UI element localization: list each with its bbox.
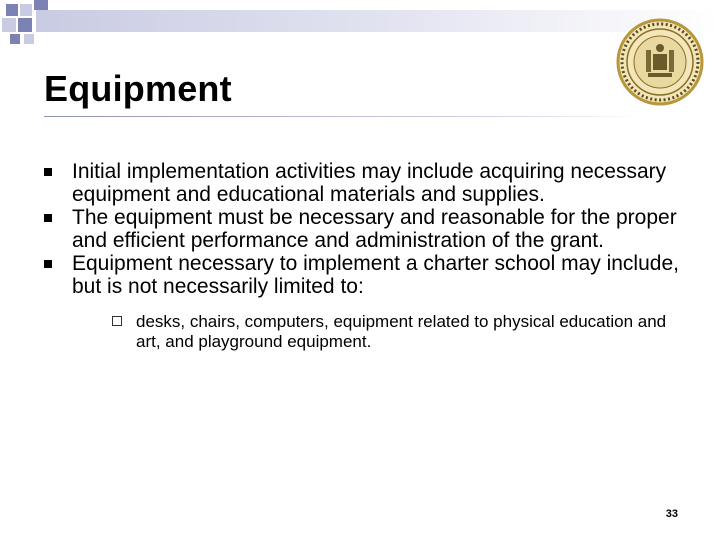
decor-square [6, 4, 18, 16]
bullet-text: The equipment must be necessary and reasonable for the proper and efficient performance and administration of the grant. [72, 206, 677, 252]
bullet-text: Initial implementation activities may include acquiring necessary equipment and educational materials and supplies. [72, 160, 667, 206]
title-underline [44, 116, 644, 117]
bullet-item [44, 252, 694, 352]
hollow-square-bullet-icon [112, 316, 122, 326]
bullet-item [44, 160, 694, 206]
bullet-list [44, 160, 694, 352]
header-decoration [0, 0, 720, 50]
sub-bullet-item [112, 312, 694, 352]
decor-square [2, 18, 16, 32]
decor-square [10, 34, 20, 44]
slide-title: Equipment [44, 68, 232, 109]
page-number: 33 [665, 508, 678, 520]
bullet-item [44, 206, 694, 252]
square-bullet-icon [44, 214, 52, 222]
decor-square [24, 34, 34, 44]
decor-square [20, 4, 32, 16]
decor-square [34, 0, 48, 10]
square-bullet-icon [44, 260, 52, 268]
square-bullet-icon [44, 168, 52, 176]
sub-bullet-text: desks, chairs, computers, equipment related to physical education and art, and playground equipment. [136, 312, 667, 351]
sub-bullet-list [72, 312, 694, 352]
state-university-seal-icon [616, 18, 704, 106]
decor-square [18, 18, 32, 32]
bullet-text: Equipment necessary to implement a charter school may include, but is not necessarily limited to: [72, 252, 679, 298]
